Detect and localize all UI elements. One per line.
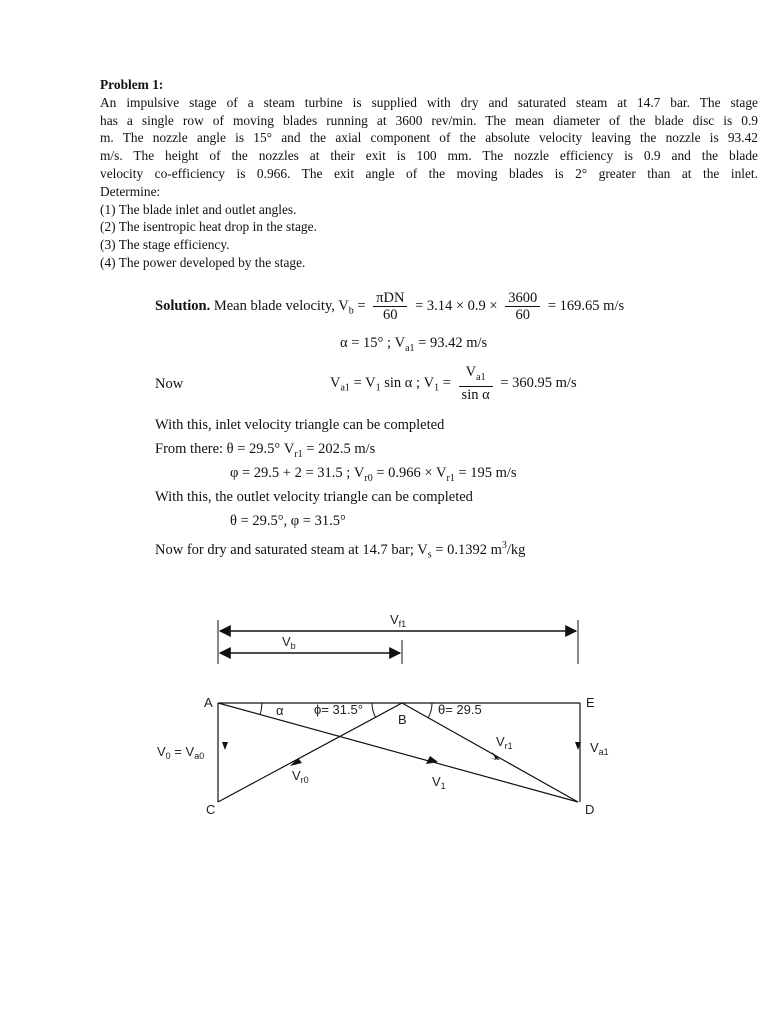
vr1-sub-2: r1	[446, 472, 455, 484]
solution-line-outlet-triangle: With this, the outlet velocity triangle can be completed	[155, 489, 473, 505]
phi-label: ϕ= 31.5°	[314, 702, 363, 717]
problem-line-4: m/s. The height of the nozzles at their exit is 100 mm. The nozzle efficiency is 0.9 and the blade	[100, 148, 758, 164]
blade-velocity-sub: b	[348, 305, 354, 317]
blade-velocity-result: = 169.65 m/s	[547, 297, 625, 314]
v0-va0-label: $V_0 = V_{a0}$	[157, 744, 205, 761]
problem-line-2: has a single row of moving blades running at 3600 rev/min. The mean diameter of the blade disc is 0.9	[100, 112, 758, 128]
arrow-v0	[222, 742, 228, 750]
phi-text: φ = 29.5 + 2 = 31.5 ; V	[230, 465, 365, 481]
va1-sub: a1	[340, 382, 350, 394]
point-e-label: E	[586, 695, 595, 710]
solution-label: Solution.	[155, 297, 211, 314]
phi-arc	[372, 703, 376, 718]
blade-velocity-text: Mean blade velocity, V	[213, 297, 349, 314]
fraction-3600: $\frac{3600}{60}$	[505, 290, 540, 323]
alpha-arc	[260, 703, 262, 715]
alpha-value: = 93.42 m/s	[418, 335, 488, 351]
vr0-sub: r0	[364, 472, 373, 484]
line-bc-vr0	[218, 703, 402, 802]
fraction-pidn: $\frac{\text{πDN}}{60}$	[373, 290, 407, 323]
blade-velocity-mid: = 3.14 × 0.9 ×	[415, 297, 498, 314]
problem-line-3: m. The nozzle angle is 15° and the axial component of the absolute velocity leaving the nozzle is 93.42	[100, 130, 758, 146]
equals-sign-2: =	[442, 374, 451, 391]
sin-text: sin α ; V	[384, 374, 435, 391]
theta-text: From there: θ = 29.5° V	[155, 441, 295, 457]
theta-arc	[428, 703, 432, 718]
problem-line-1: An impulsive stage of a steam turbine is supplied with dry and saturated steam at 14.7 bar. The stage	[100, 94, 758, 110]
cubic-sup: 3	[501, 540, 507, 551]
solution-line-inlet-triangle: With this, inlet velocity triangle can be completed	[155, 417, 445, 433]
vr1-value: = 202.5 m/s	[306, 441, 376, 457]
v1-sub: 1	[375, 382, 381, 394]
alpha-sub: a1	[405, 342, 415, 354]
va1-label: $V_{a1}$	[590, 740, 609, 757]
problem-title: Problem 1:	[100, 77, 164, 92]
alpha-label: α	[276, 703, 284, 718]
point-c-label: C	[206, 802, 216, 817]
alpha-text: α = 15° ; V	[340, 335, 406, 351]
point-a-label: A	[204, 695, 213, 710]
vr1-label: $V_{r1}$	[496, 734, 513, 751]
v1-result: = 360.95 m/s	[500, 374, 577, 391]
question-1: (1) The blade inlet and outlet angles.	[100, 201, 297, 217]
per-kg: /kg	[506, 541, 526, 558]
problem-line-6: Determine:	[100, 183, 161, 199]
steam-text: Now for dry and saturated steam at 14.7 bar; V	[155, 541, 428, 558]
theta-label: θ= 29.5	[438, 702, 482, 717]
v1-text: = V	[353, 374, 376, 391]
frac-num-sub: a1	[476, 371, 486, 383]
vr1-sub: r1	[294, 448, 303, 460]
vs-value: = 0.1392 m	[435, 541, 502, 558]
vr0-label: $V_{r0}$	[292, 768, 309, 785]
v1-label: $V_1$	[432, 774, 446, 791]
vb-label: $V_b$	[282, 634, 296, 651]
solution-line-angles: θ = 29.5°, φ = 31.5°	[230, 513, 346, 529]
question-3: (3) The stage efficiency.	[100, 237, 230, 253]
frac-den: sin α	[461, 386, 490, 403]
frac-num: V	[465, 364, 477, 380]
equals-sign: =	[357, 297, 366, 314]
problem-line-5: velocity co-efficiency is 0.966. The exit angle of the moving blades is 2° greater than at the inlet.	[100, 165, 758, 181]
point-d-label: D	[585, 802, 595, 817]
solution-now-label: Now	[155, 376, 184, 392]
question-4: (4) The power developed by the stage.	[100, 254, 306, 270]
question-2: (2) The isentropic heat drop in the stage.	[100, 219, 317, 235]
va1-text: V	[330, 374, 341, 391]
vr0-value: = 195 m/s	[458, 465, 517, 481]
vf1-label: $V_{f1}$	[390, 612, 407, 629]
vs-sub: s	[427, 549, 432, 561]
v1-sub-2: 1	[434, 382, 440, 394]
vr0-expr: = 0.966 × V	[376, 465, 447, 481]
point-b-label: B	[398, 712, 407, 727]
